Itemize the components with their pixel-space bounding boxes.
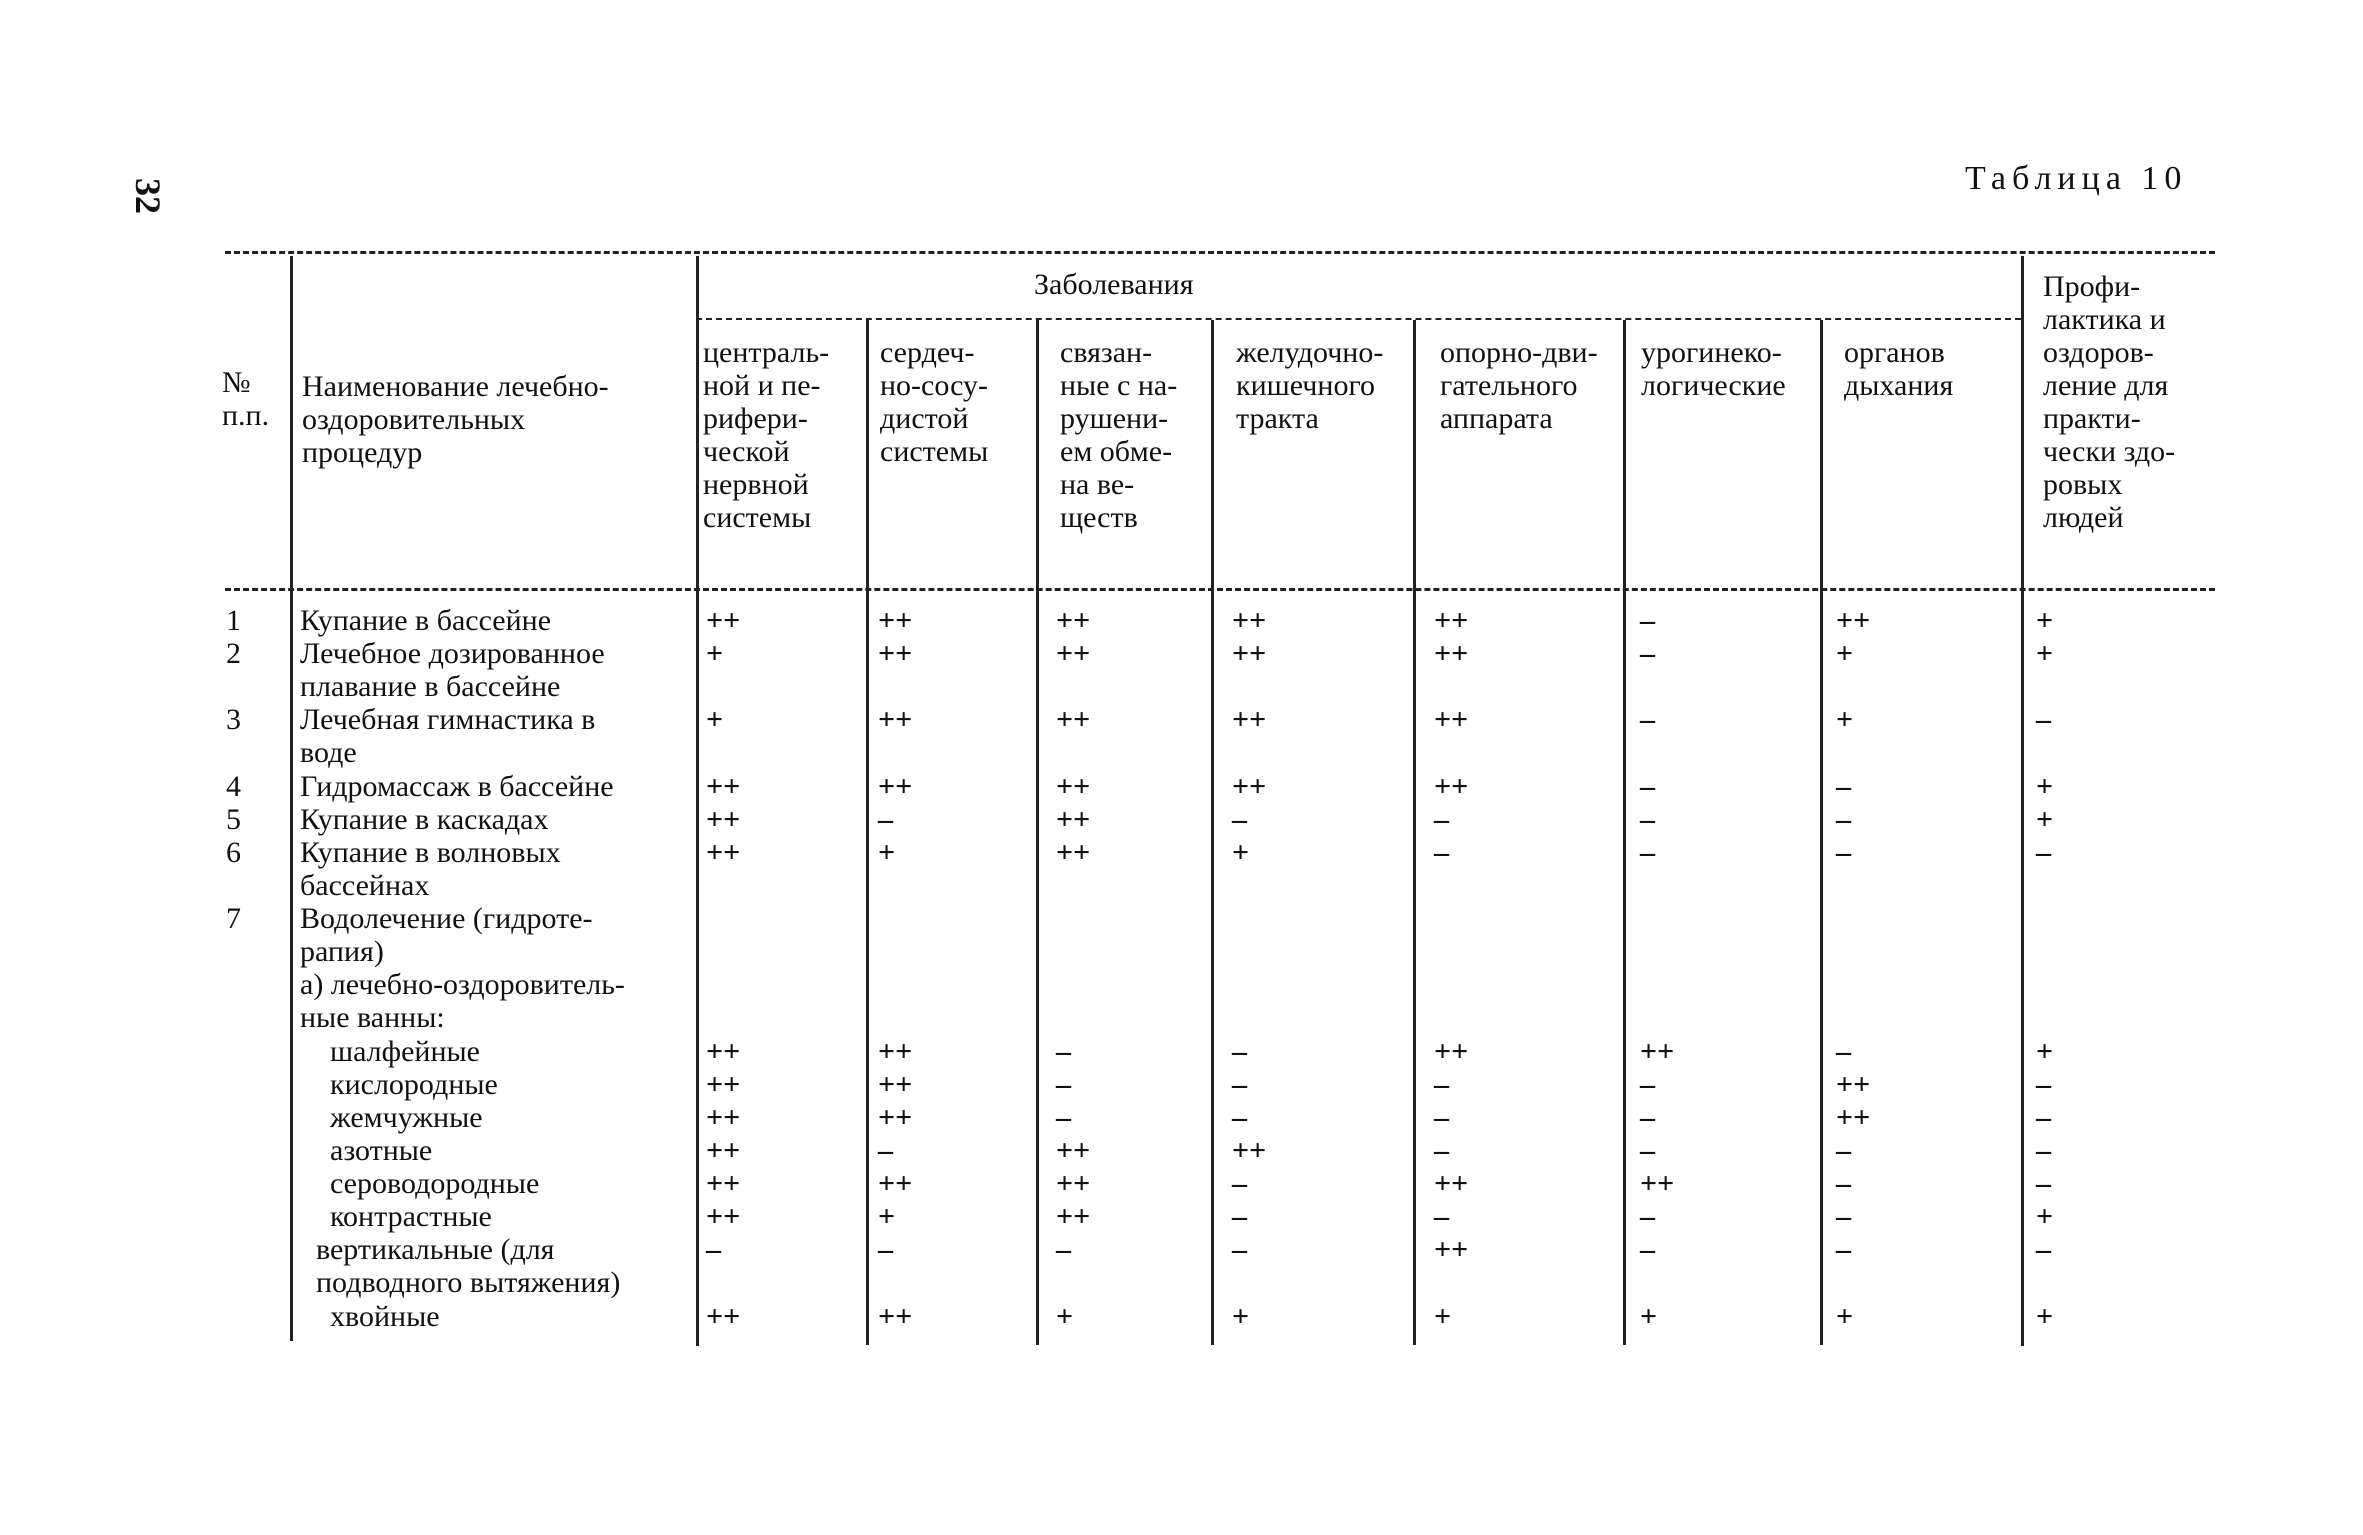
- effect-mark: +: [878, 1200, 896, 1233]
- effect-mark: ++: [878, 1035, 913, 1068]
- effect-mark: –: [2036, 1101, 2051, 1134]
- effect-mark: –: [1056, 1035, 1071, 1068]
- effect-mark: ++: [878, 703, 913, 736]
- effect-mark: ++: [1232, 703, 1267, 736]
- effect-mark: –: [1640, 1068, 1655, 1101]
- row-number: 1: [226, 604, 241, 637]
- effect-mark: ++: [878, 1167, 913, 1200]
- effect-mark: –: [2036, 703, 2051, 736]
- effect-mark: –: [1836, 1035, 1851, 1068]
- divider-d2-d3: [1036, 320, 1039, 1345]
- table-top-rule: [225, 251, 2215, 254]
- divider-d4-d5: [1413, 320, 1416, 1345]
- effect-mark: ++: [1434, 1035, 1469, 1068]
- header-disease-nervous: централь- ной и пе- рифери- ческой нервной системы: [703, 336, 830, 534]
- effect-mark: ++: [1056, 637, 1091, 670]
- effect-mark: –: [1836, 770, 1851, 803]
- effect-mark: –: [878, 1134, 893, 1167]
- effect-mark: ++: [706, 1167, 741, 1200]
- header-group-diseases: Заболевания: [1034, 268, 1194, 301]
- effect-mark: ++: [706, 770, 741, 803]
- effect-mark: –: [1434, 1101, 1449, 1134]
- row-number: 2: [226, 637, 241, 670]
- effect-mark: ++: [1056, 1134, 1091, 1167]
- effect-mark: ++: [878, 604, 913, 637]
- procedure-name: Водолечение (гидроте- рапия) а) лечебно-оздоровитель- ные ванны:: [300, 902, 625, 1034]
- effect-mark: +: [1232, 836, 1250, 869]
- effect-mark: ++: [878, 770, 913, 803]
- effect-mark: –: [1640, 1101, 1655, 1134]
- effect-mark: –: [1836, 1167, 1851, 1200]
- header-disease-musculo: опорно-дви- гательного аппарата: [1440, 336, 1598, 435]
- procedure-name: Купание в каскадах: [300, 803, 549, 836]
- effect-mark: ++: [1836, 1068, 1871, 1101]
- header-disease-urogyn: урогинеко- логические: [1641, 336, 1786, 402]
- effect-mark: –: [1640, 604, 1655, 637]
- effect-mark: –: [2036, 1134, 2051, 1167]
- header-disease-metabolic: связан- ные с на- рушени- ем обме- на ве- ществ: [1060, 336, 1178, 534]
- effect-mark: ++: [706, 1300, 741, 1333]
- procedure-name: Лечебная гимнастика в воде: [300, 703, 596, 769]
- effect-mark: –: [1434, 1134, 1449, 1167]
- effect-mark: –: [1836, 803, 1851, 836]
- effect-mark: +: [2036, 1200, 2054, 1233]
- effect-mark: ++: [1434, 703, 1469, 736]
- table-title: Таблица 10: [1965, 160, 2188, 197]
- effect-mark: +: [2036, 803, 2054, 836]
- header-name: Наименование лечебно- оздоровительных процедур: [302, 370, 609, 469]
- effect-mark: –: [706, 1233, 721, 1266]
- procedure-name: хвойные: [330, 1300, 440, 1333]
- effect-mark: –: [1232, 1167, 1247, 1200]
- effect-mark: +: [1836, 637, 1854, 670]
- effect-mark: –: [1836, 1134, 1851, 1167]
- effect-mark: –: [1640, 1134, 1655, 1167]
- effect-mark: –: [1232, 1068, 1247, 1101]
- effect-mark: –: [1056, 1068, 1071, 1101]
- effect-mark: ++: [1434, 770, 1469, 803]
- effect-mark: –: [878, 1233, 893, 1266]
- procedure-name: Лечебное дозированное плавание в бассейне: [300, 637, 605, 703]
- effect-mark: ++: [1056, 770, 1091, 803]
- effect-mark: –: [1232, 1233, 1247, 1266]
- procedure-name: сероводородные: [330, 1167, 540, 1200]
- effect-mark: ++: [878, 1101, 913, 1134]
- effect-mark: +: [2036, 637, 2054, 670]
- effect-mark: ++: [1232, 770, 1267, 803]
- effect-mark: ++: [878, 1068, 913, 1101]
- effect-mark: +: [706, 637, 724, 670]
- header-disease-respiratory: органов дыхания: [1844, 336, 1954, 402]
- effect-mark: ++: [1232, 1134, 1267, 1167]
- effect-mark: –: [1056, 1233, 1071, 1266]
- page-number: 32: [128, 178, 168, 214]
- procedure-name: азотные: [330, 1134, 433, 1167]
- effect-mark: +: [2036, 770, 2054, 803]
- effect-mark: –: [1232, 803, 1247, 836]
- effect-mark: ++: [1434, 1233, 1469, 1266]
- effect-mark: +: [706, 703, 724, 736]
- effect-mark: –: [1232, 1200, 1247, 1233]
- effect-mark: –: [2036, 1068, 2051, 1101]
- procedure-name: Купание в бассейне: [300, 604, 552, 637]
- effect-mark: ++: [1640, 1035, 1675, 1068]
- effect-mark: –: [1232, 1035, 1247, 1068]
- effect-mark: ++: [1836, 1101, 1871, 1134]
- effect-mark: ++: [1056, 1167, 1091, 1200]
- row-number: 3: [226, 703, 241, 736]
- header-disease-cardio: сердеч- но-сосу- дистой системы: [880, 336, 989, 468]
- divider-d6-d7: [1820, 320, 1823, 1345]
- effect-mark: –: [1434, 836, 1449, 869]
- procedure-name: Купание в волновых бассейнах: [300, 836, 561, 902]
- procedure-name: контрастные: [330, 1200, 492, 1233]
- effect-mark: –: [1640, 1233, 1655, 1266]
- divider-num-name: [290, 256, 293, 1341]
- effect-mark: ++: [878, 637, 913, 670]
- procedure-name: вертикальные (для подводного вытяжения): [316, 1233, 621, 1299]
- effect-mark: –: [1056, 1101, 1071, 1134]
- effect-mark: –: [1434, 1200, 1449, 1233]
- effect-mark: ++: [1056, 703, 1091, 736]
- procedure-name: жемчужные: [330, 1101, 483, 1134]
- effect-mark: ++: [1056, 836, 1091, 869]
- effect-mark: ++: [878, 1300, 913, 1333]
- procedure-name: шалфейные: [330, 1035, 480, 1068]
- divider-d3-d4: [1211, 320, 1214, 1345]
- effect-mark: –: [1640, 836, 1655, 869]
- effect-mark: –: [2036, 1233, 2051, 1266]
- effect-mark: –: [2036, 1167, 2051, 1200]
- effect-mark: –: [1640, 703, 1655, 736]
- row-number: 6: [226, 836, 241, 869]
- divider-name-diseases: [696, 256, 699, 1346]
- header-bottom-rule: [225, 588, 2215, 591]
- effect-mark: ++: [706, 803, 741, 836]
- effect-mark: ++: [1056, 604, 1091, 637]
- effect-mark: +: [2036, 1300, 2054, 1333]
- effect-mark: –: [878, 803, 893, 836]
- effect-mark: ++: [1056, 803, 1091, 836]
- row-number: 4: [226, 770, 241, 803]
- effect-mark: +: [2036, 1035, 2054, 1068]
- effect-mark: +: [878, 836, 896, 869]
- effect-mark: ++: [706, 1101, 741, 1134]
- procedure-name: кислородные: [330, 1068, 498, 1101]
- effect-mark: ++: [1836, 604, 1871, 637]
- effect-mark: –: [1836, 1233, 1851, 1266]
- effect-mark: +: [1434, 1300, 1452, 1333]
- header-num: № п.п.: [222, 366, 270, 432]
- divider-d1-d2: [866, 320, 869, 1345]
- effect-mark: +: [1232, 1300, 1250, 1333]
- effect-mark: ++: [1434, 604, 1469, 637]
- effect-mark: ++: [706, 836, 741, 869]
- effect-mark: –: [2036, 836, 2051, 869]
- header-prophylaxis: Профи- лактика и оздоров- ление для практи- чески здо- ровых людей: [2043, 270, 2176, 534]
- effect-mark: ++: [706, 1134, 741, 1167]
- effect-mark: ++: [706, 1200, 741, 1233]
- divider-diseases-prophylaxis: [2021, 256, 2024, 1346]
- effect-mark: +: [1056, 1300, 1074, 1333]
- effect-mark: +: [1836, 1300, 1854, 1333]
- effect-mark: –: [1836, 1200, 1851, 1233]
- effect-mark: ++: [1434, 1167, 1469, 1200]
- effect-mark: –: [1640, 803, 1655, 836]
- effect-mark: –: [1640, 1200, 1655, 1233]
- effect-mark: –: [1640, 770, 1655, 803]
- effect-mark: –: [1434, 803, 1449, 836]
- effect-mark: ++: [1056, 1200, 1091, 1233]
- divider-d5-d6: [1623, 320, 1626, 1345]
- effect-mark: ++: [706, 604, 741, 637]
- row-number: 7: [226, 902, 241, 935]
- effect-mark: –: [1232, 1101, 1247, 1134]
- procedure-name: Гидромассаж в бассейне: [300, 770, 614, 803]
- effect-mark: –: [1836, 836, 1851, 869]
- effect-mark: ++: [706, 1035, 741, 1068]
- effect-mark: ++: [1434, 637, 1469, 670]
- row-number: 5: [226, 803, 241, 836]
- effect-mark: ++: [706, 1068, 741, 1101]
- effect-mark: –: [1640, 637, 1655, 670]
- header-disease-gastro: желудочно- кишечного тракта: [1236, 336, 1384, 435]
- effect-mark: –: [1434, 1068, 1449, 1101]
- effect-mark: ++: [1232, 604, 1267, 637]
- effect-mark: +: [2036, 604, 2054, 637]
- effect-mark: ++: [1640, 1167, 1675, 1200]
- effect-mark: +: [1640, 1300, 1658, 1333]
- effect-mark: ++: [1232, 637, 1267, 670]
- effect-mark: +: [1836, 703, 1854, 736]
